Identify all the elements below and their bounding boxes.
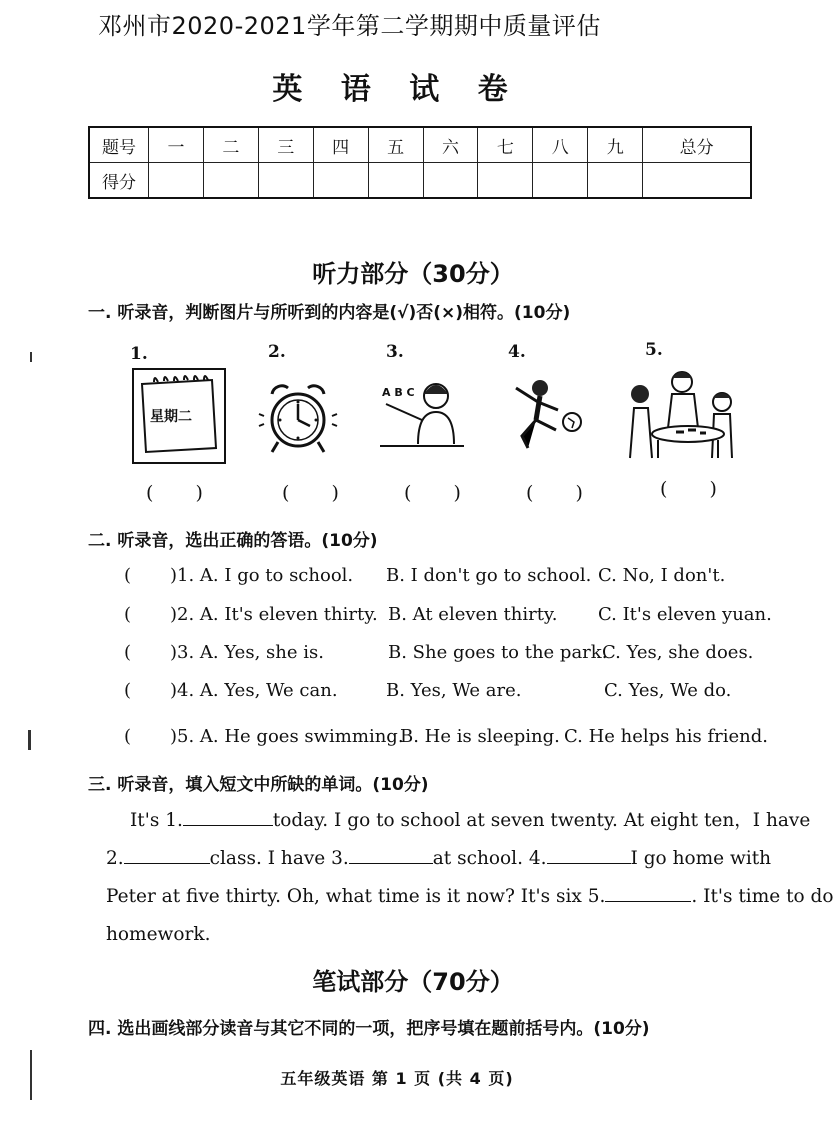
board-text: A B C	[382, 386, 415, 399]
picture-number-5: 5.	[645, 340, 663, 360]
question-2-item-3	[124, 642, 764, 668]
blank-1[interactable]	[183, 805, 273, 826]
blank-4[interactable]	[547, 843, 631, 864]
teacher-picture	[378, 374, 466, 450]
passage-text: class. I have 3.	[209, 848, 349, 869]
picture-number-4: 4.	[508, 342, 526, 362]
answer-paren[interactable]: (	[124, 726, 132, 747]
passage-text: at school. 4.	[432, 848, 547, 869]
score-column-header: 四	[313, 127, 368, 163]
option-c: C. He helps his friend.	[564, 726, 768, 747]
alarm-clock-picture	[258, 382, 338, 458]
passage-text: 2.	[106, 848, 124, 869]
option-b: B. I don't go to school.	[386, 565, 592, 586]
exam-header-title: 邓州市2020-2021学年第二学期期中质量评估	[98, 12, 601, 40]
blank-3[interactable]	[349, 843, 433, 864]
answer-paren-3[interactable]: ( )	[404, 482, 479, 504]
score-column-header: 七	[478, 127, 533, 163]
answer-paren[interactable]: (	[124, 604, 132, 625]
passage-text: I go home with	[630, 848, 772, 869]
calendar-picture	[132, 368, 226, 464]
option-a: )4. A. Yes, We can.	[170, 680, 338, 701]
passage-text: today. I go to school at seven twenty. At eight ten，I have	[272, 810, 811, 831]
family-dinner-picture	[624, 368, 744, 460]
score-cell[interactable]	[149, 163, 204, 199]
passage-text: . It's time to do	[691, 886, 834, 907]
score-column-header: 五	[368, 127, 423, 163]
scan-mark	[30, 352, 32, 362]
writing-section-title: 笔试部分（70分）	[312, 968, 514, 996]
question-2-item-4	[124, 680, 764, 706]
option-c: C. Yes, she does.	[602, 642, 754, 663]
question-1-heading: 一. 听录音，判断图片与所听到的内容是(√)否(×)相符。(10分)	[88, 303, 571, 323]
option-b: B. Yes, We are.	[386, 680, 522, 701]
answer-paren-1[interactable]: ( )	[146, 482, 221, 504]
score-cell[interactable]	[478, 163, 533, 199]
score-column-header: 一	[149, 127, 204, 163]
question-2-heading: 二. 听录音，选出正确的答语。(10分)	[88, 531, 378, 551]
score-table-score-row	[89, 163, 751, 199]
score-cell[interactable]	[258, 163, 313, 199]
answer-paren[interactable]: (	[124, 642, 132, 663]
scan-mark	[28, 730, 31, 750]
question-2-item-1	[124, 565, 764, 591]
passage-text: homework.	[106, 924, 211, 945]
score-table-label: 得分	[89, 163, 149, 199]
question-4-heading: 四. 选出画线部分读音与其它不同的一项，把序号填在题前括号内。(10分)	[88, 1019, 650, 1039]
picture-number-1: 1.	[130, 344, 148, 364]
blank-5[interactable]	[605, 881, 691, 902]
exam-subject-title: 英 语 试 卷	[272, 72, 522, 107]
option-a: )2. A. It's eleven thirty.	[170, 604, 378, 625]
option-c: C. No, I don't.	[598, 565, 726, 586]
score-cell[interactable]	[368, 163, 423, 199]
score-cell[interactable]	[588, 163, 643, 199]
passage-text: It's 1.	[130, 810, 183, 831]
answer-paren-5[interactable]: ( )	[660, 478, 735, 500]
option-b: B. He is sleeping.	[400, 726, 560, 747]
option-a: )5. A. He goes swimming.	[170, 726, 404, 747]
question-2-item-2	[124, 604, 772, 630]
option-c: C. Yes, We do.	[604, 680, 732, 701]
passage-text: Peter at five thirty. Oh, what time is it now? It's six 5.	[106, 886, 606, 907]
score-cell[interactable]	[313, 163, 368, 199]
answer-paren-2[interactable]: ( )	[282, 482, 357, 504]
picture-number-2: 2.	[268, 342, 286, 362]
option-a: )1. A. I go to school.	[170, 565, 354, 586]
question-3-passage	[106, 802, 834, 954]
picture-number-3: 3.	[386, 342, 404, 362]
score-table-label: 题号	[89, 127, 149, 163]
listening-section-title: 听力部分（30分）	[312, 260, 514, 288]
question-2-item-5	[124, 726, 768, 752]
score-column-header: 六	[423, 127, 478, 163]
answer-paren[interactable]: (	[124, 565, 132, 586]
answer-paren-4[interactable]: ( )	[526, 482, 601, 504]
blank-2[interactable]	[124, 843, 210, 864]
calendar-text: 星期二	[150, 409, 192, 425]
score-table	[88, 126, 752, 199]
option-b: B. She goes to the park.	[388, 642, 608, 663]
option-c: C. It's eleven yuan.	[598, 604, 772, 625]
score-cell[interactable]	[643, 163, 751, 199]
score-cell[interactable]	[423, 163, 478, 199]
scan-mark	[30, 1050, 32, 1100]
page-footer: 五年级英语 第 1 页 (共 4 页)	[280, 1069, 514, 1088]
option-b: B. At eleven thirty.	[388, 604, 558, 625]
score-column-header: 三	[258, 127, 313, 163]
option-a: )3. A. Yes, she is.	[170, 642, 324, 663]
score-column-header: 九	[588, 127, 643, 163]
score-cell[interactable]	[203, 163, 258, 199]
football-player-picture	[500, 376, 586, 456]
answer-paren[interactable]: (	[124, 680, 132, 701]
question-3-heading: 三. 听录音，填入短文中所缺的单词。(10分)	[88, 775, 429, 795]
score-cell[interactable]	[533, 163, 588, 199]
score-table-header-row	[89, 127, 751, 163]
score-column-header: 八	[533, 127, 588, 163]
score-column-header: 总分	[643, 127, 751, 163]
score-column-header: 二	[203, 127, 258, 163]
